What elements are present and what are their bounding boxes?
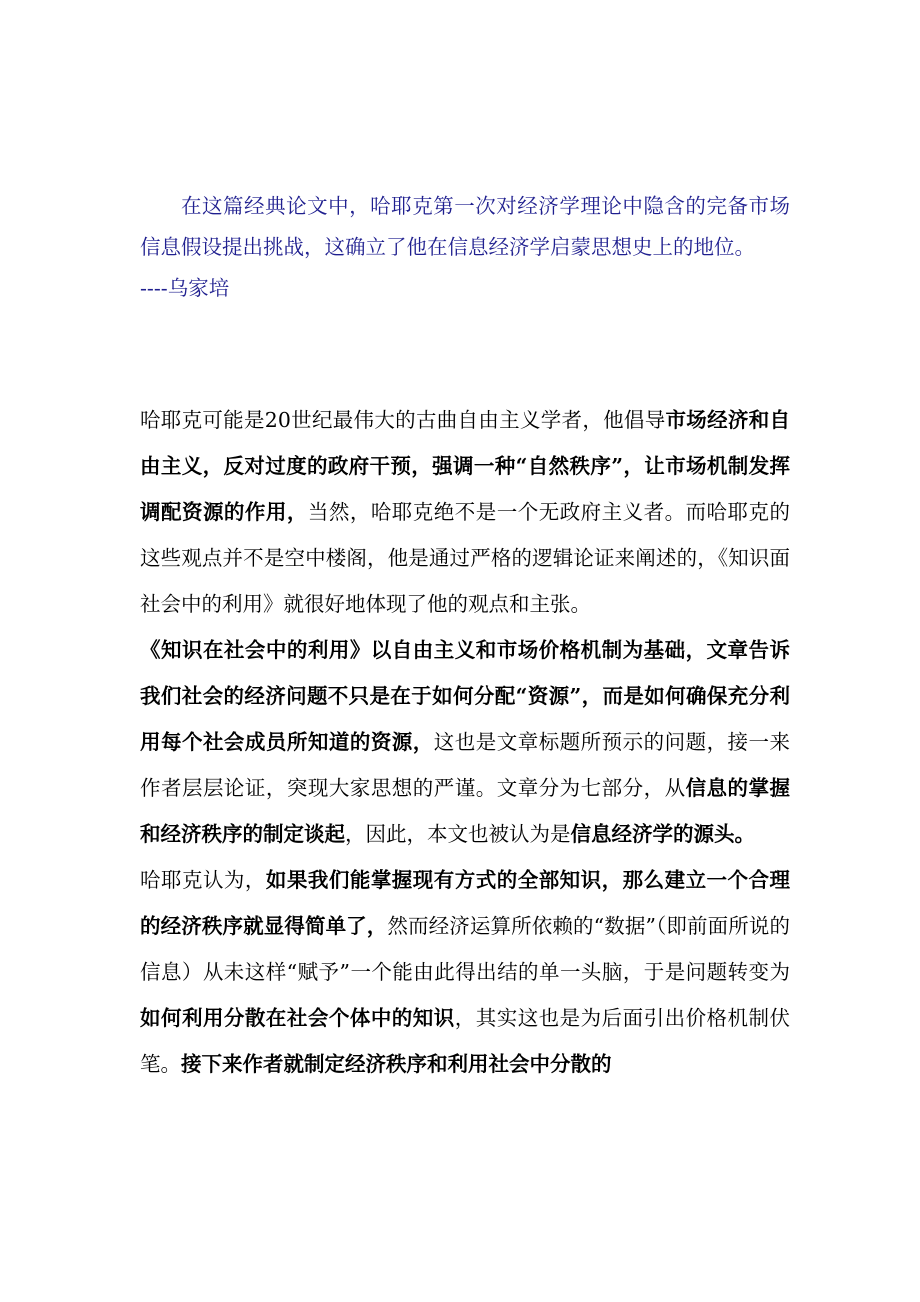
paragraph-3: [140, 857, 790, 1087]
paragraph-3-text-1: 哈耶克认为，: [140, 868, 266, 892]
epigraph-author: ----乌家培: [140, 276, 230, 300]
paragraph-3-bold-3: 接下来作者就制定经济秩序和利用社会中分散的: [181, 1052, 612, 1076]
paragraph-2-bold-2: 信息的掌握和经济秩序的制定谈起: [140, 776, 791, 846]
paragraph-3-text-2: 然而经济运算所依赖的“数据”（即前面所说的信息）从未这样“赋予”一个能由此得出结的单一头脑，于是问题转变为: [140, 914, 790, 984]
paragraph-2: [140, 627, 790, 857]
paragraph-2-bold-3: 信息经济学的源头。: [570, 822, 755, 846]
epigraph-text: 在这篇经典论文中，哈耶克第一次对经济学理论中隐含的完备市场信息假设提出挑战，这确立了他在信息经济学启蒙思想史上的地位。: [140, 194, 790, 259]
paragraph-3-bold-1: 如果我们能掌握现有方式的全部知识，那么建立一个合理的经济秩序就显得简单了，: [140, 868, 791, 938]
paragraph-3-text-3: ，其实这也是为后面引出价格机制伏笔。: [140, 1006, 790, 1076]
article-body: [140, 397, 790, 1087]
paragraph-1: [140, 397, 790, 627]
paragraph-1-bold-1: 市场经济和自由主义，反对过度的政府干预，强调一种“自然秩序”，让市场机制发挥调配资源的作用，: [140, 408, 790, 524]
paragraph-1-text-2: 当然，哈耶克绝不是一个无政府主义者。而哈耶克的这些观点并不是空中楼阁，他是通过严格的逻辑论证来阐述的，《知识面社会中的利用》就很好地体现了他的观点和主张。: [140, 500, 791, 616]
paragraph-2-bold-1: 《知识在社会中的利用》以自由主义和市场价格机制为基础，文章告诉我们社会的经济问题不只是在于如何分配“资源”，而是如何确保充分利用每个社会成员所知道的资源，: [140, 638, 790, 754]
paragraph-3-bold-2: 如何利用分散在社会个体中的知识: [140, 1006, 455, 1030]
epigraph-quote: [140, 186, 790, 309]
paragraph-2-text-2: ，因此，本文也被认为是: [345, 822, 571, 846]
paragraph-2-text-1: 这也是文章标题所预示的问题，接一来作者层层论证，突现大家思想的严谨。文章分为七部分，从: [140, 730, 791, 800]
paragraph-1-text-1: 哈耶克可能是20世纪最伟大的古曲自由主义学者，他倡导: [140, 408, 666, 432]
